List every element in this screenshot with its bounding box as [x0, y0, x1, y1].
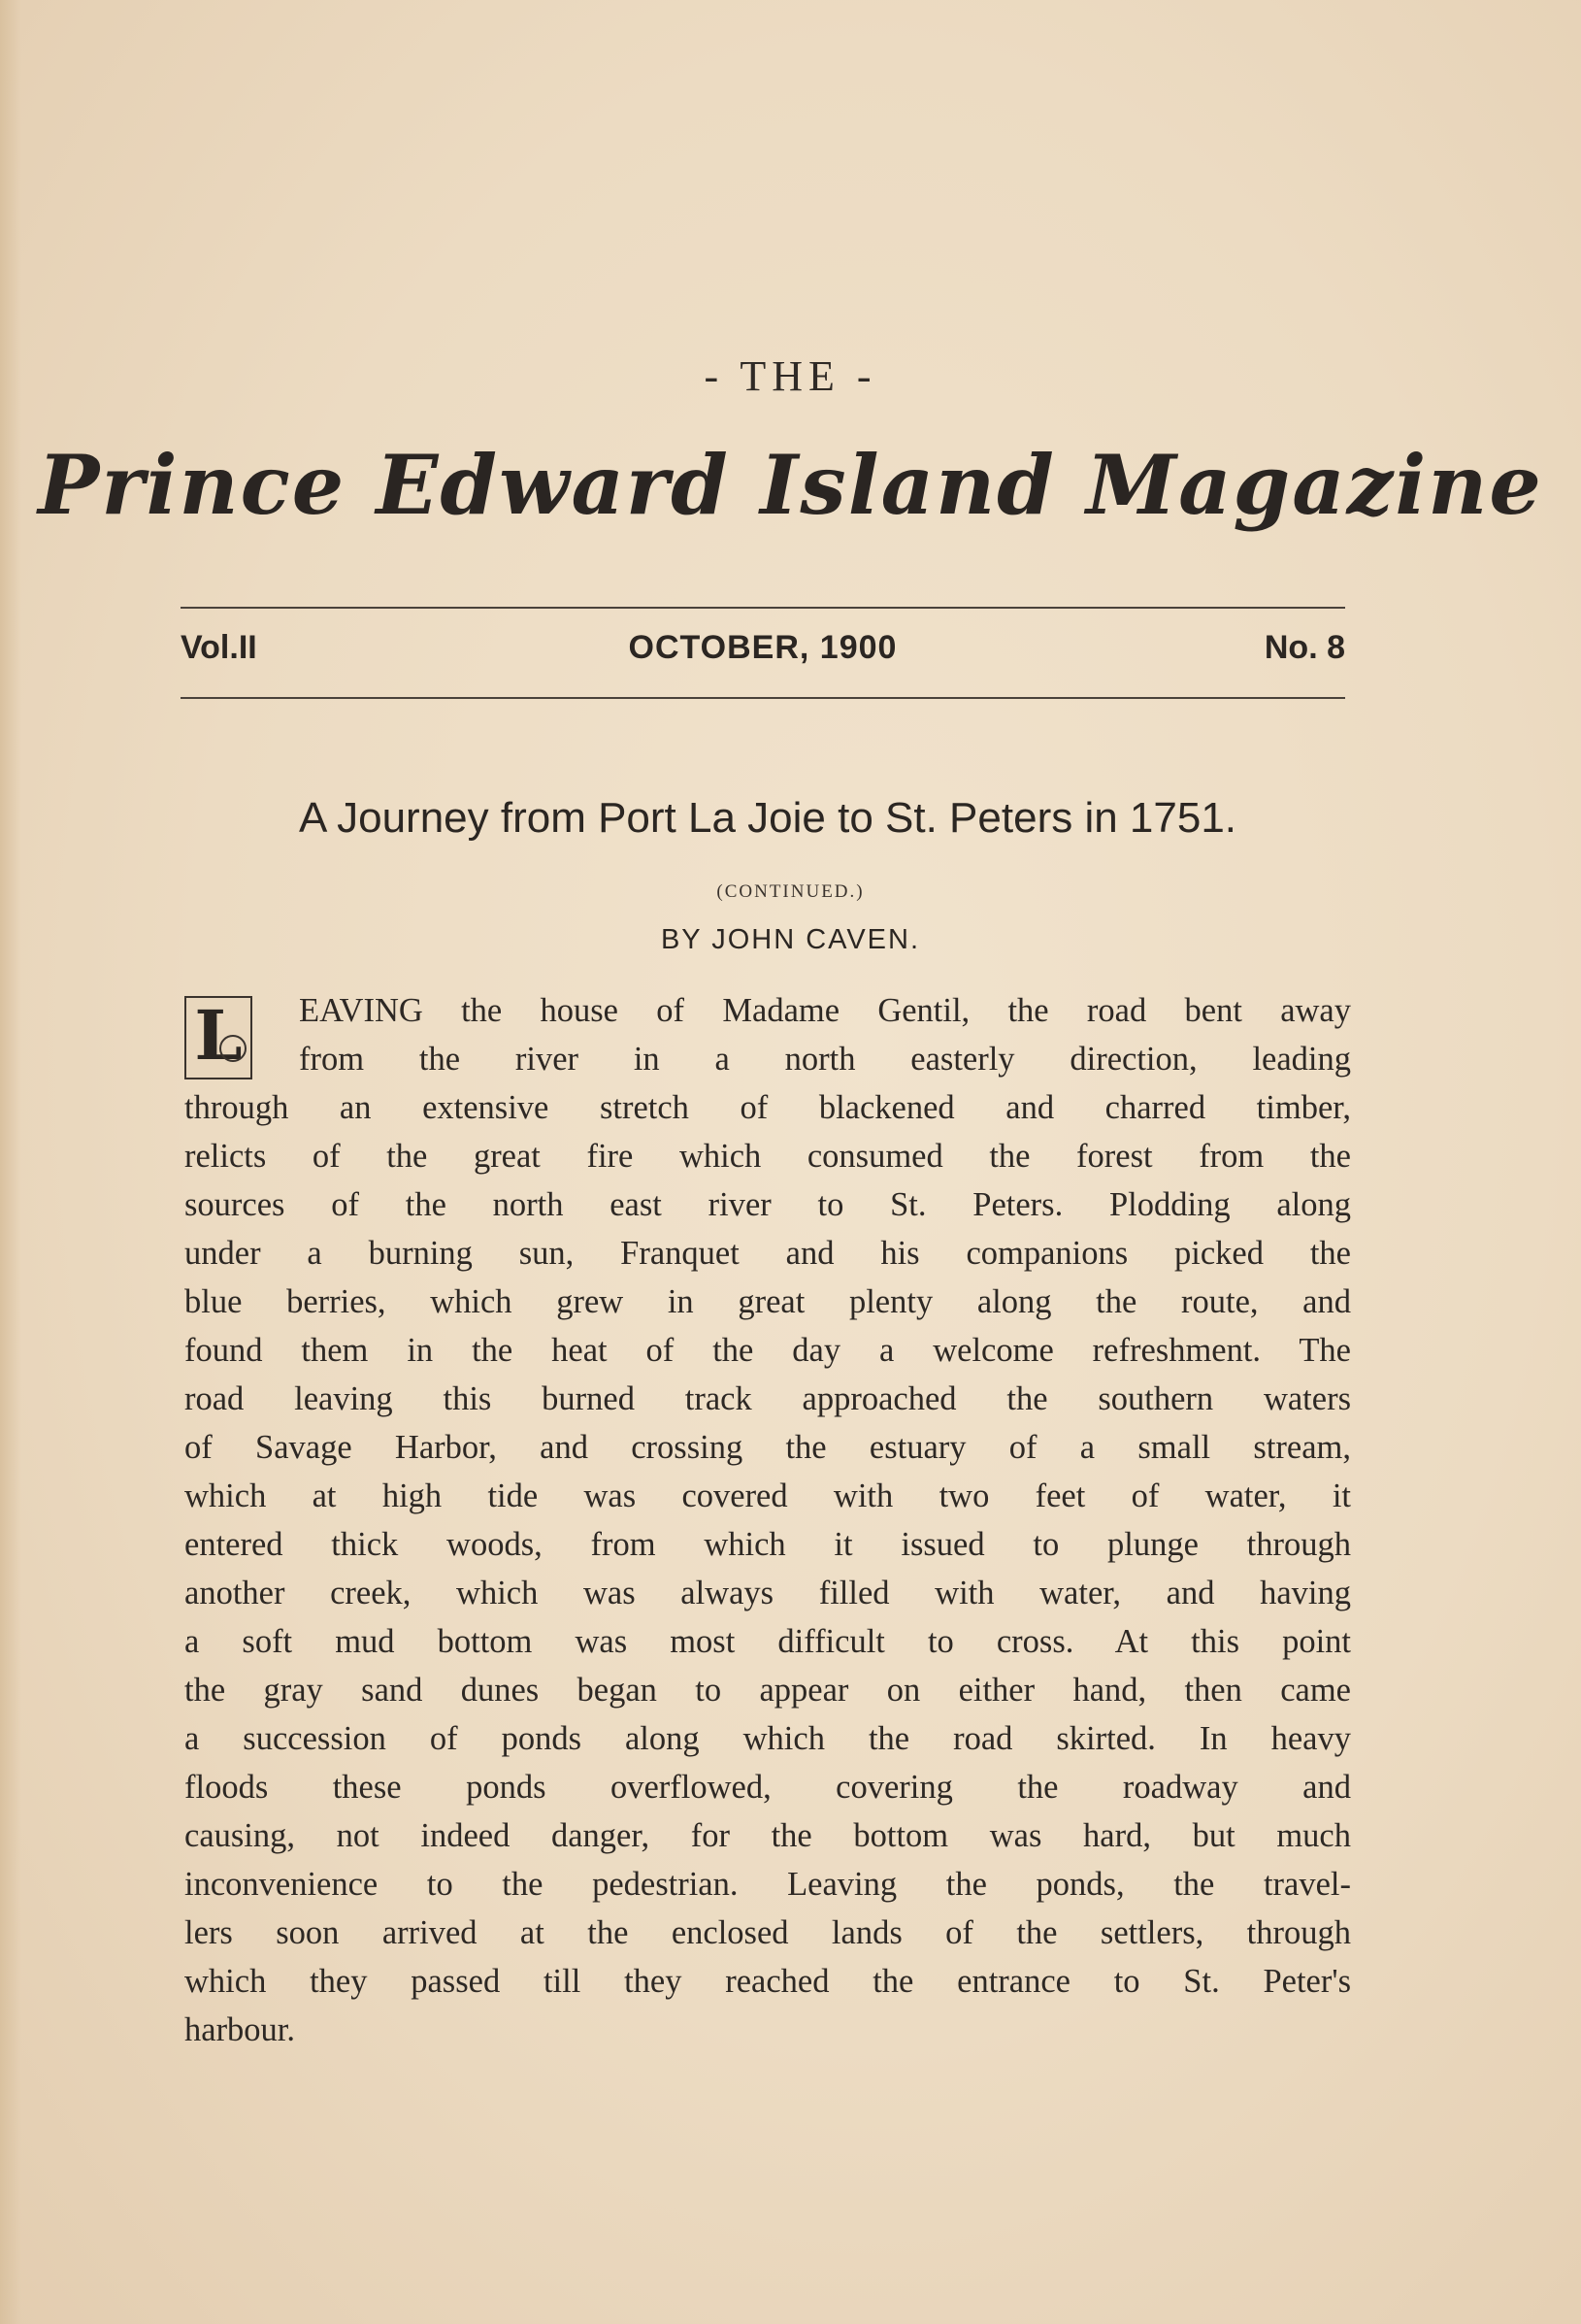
masthead-rule-bottom — [181, 697, 1345, 699]
body-line: the gray sand dunes began to appear on either hand, then came — [184, 1672, 1351, 1709]
body-line: from the river in a north easterly direction, leading — [299, 1041, 1351, 1078]
the-heading: - THE - — [704, 352, 877, 400]
magazine-masthead: Prince Edward Island Magazine — [38, 437, 1543, 533]
body-line: causing, not indeed danger, for the bottom was hard, but much — [184, 1817, 1351, 1854]
body-line: which at high tide was covered with two feet of water, it — [184, 1477, 1351, 1514]
body-line: harbour. — [184, 2011, 296, 2048]
body-line: another creek, which was always filled with water, and having — [184, 1575, 1351, 1611]
body-line: road leaving this burned track approached the southern waters — [184, 1380, 1351, 1417]
masthead-rule-top — [181, 607, 1345, 609]
body-line: sources of the north east river to St. Peters. Plodding along — [184, 1186, 1351, 1223]
article-body — [184, 986, 1351, 2054]
body-line: blue berries, which grew in great plenty along the route, and — [184, 1283, 1351, 1320]
issue-number: No. 8 — [1264, 629, 1345, 666]
article-byline: BY JOHN CAVEN. — [660, 924, 921, 955]
body-line: under a burning sun, Franquet and his companions picked the — [184, 1235, 1351, 1272]
page-edge-shadow — [0, 0, 21, 2324]
body-line: which they passed till they reached the entrance to St. Peter's — [184, 1963, 1351, 2000]
body-line: floods these ponds overflowed, covering the roadway and — [184, 1769, 1351, 1806]
body-line: EAVING the house of Madame Gentil, the road bent away — [299, 992, 1351, 1029]
body-line: of Savage Harbor, and crossing the estuary of a small stream, — [184, 1429, 1351, 1466]
drop-cap — [184, 996, 252, 1079]
body-line: found them in the heat of the day a welcome refreshment. The — [184, 1332, 1351, 1369]
volume-label: Vol.II — [181, 629, 257, 666]
article-title: A Journey from Port La Joie to St. Peters in 1751. — [298, 794, 1237, 842]
issue-date: OCTOBER, 1900 — [628, 629, 898, 666]
body-line: inconvenience to the pedestrian. Leaving the ponds, the travel- — [184, 1866, 1351, 1903]
body-line: entered thick woods, from which it issued to plunge through — [184, 1526, 1351, 1563]
body-line: a soft mud bottom was most difficult to cross. At this point — [184, 1623, 1351, 1660]
drop-cap-letter: L — [194, 995, 243, 1076]
body-line: through an extensive stretch of blackened and charred timber, — [184, 1089, 1351, 1126]
body-line: relicts of the great fire which consumed the forest from the — [184, 1138, 1351, 1175]
drop-cap-ornament-icon — [219, 1035, 247, 1062]
body-line: lers soon arrived at the enclosed lands of the settlers, through — [184, 1914, 1351, 1951]
issue-info-row — [181, 629, 1345, 678]
body-line: a succession of ponds along which the road skirted. In heavy — [184, 1720, 1351, 1757]
continued-note: (CONTINUED.) — [716, 881, 865, 902]
